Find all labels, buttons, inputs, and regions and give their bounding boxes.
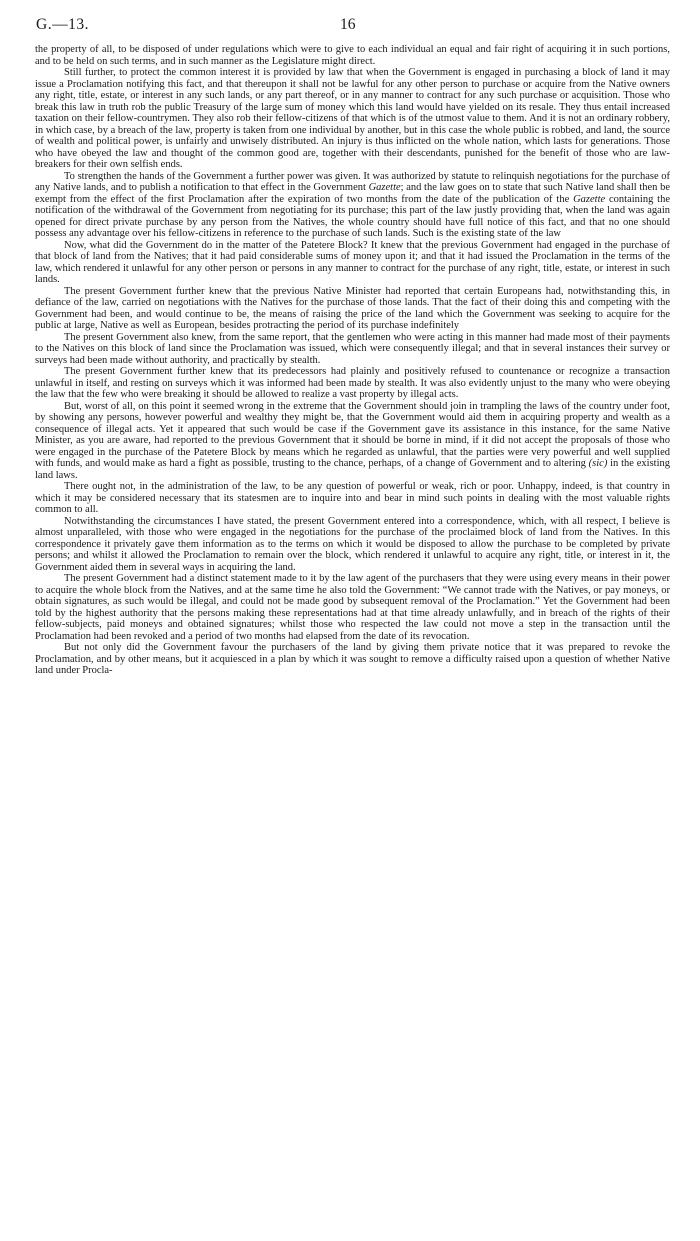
document-body <box>35 44 670 677</box>
page-number: 16 <box>340 16 356 33</box>
text-run: There ought not, in the administration of the law, to be any question of powerful or weak, rich or poor. Unhappy, indeed, is that country in which it may be considered necessary that its statesmen are to inquire into and bear in mind such points in dealing with the most valuable rights common to all. <box>35 481 670 515</box>
text-run: the property of all, to be disposed of under regulations which were to give to each individual an equal and fair right of acquiring it in such portions, and to be held on such terms, and in such manner as the Legislature might direct. <box>35 44 670 67</box>
paragraph <box>35 366 670 401</box>
text-run: ; and the law goes on to state that such Native land shall then be exempt from the effect of the first Proclamation after the expiration of two months from the date of the publication of the <box>35 182 670 205</box>
text-run: containing the notification of the withdrawal of the Government from negotiating for its purchase; this part of the law justly providing that, when the land was again opened for direct private purchase by any person from the Natives, the whole country should have full notice of this fact, and that no one should possess any advantage over his fellow-citizens in reference to the purchase of such lands. Such is the existing state of the law <box>35 193 670 239</box>
paragraph <box>35 481 670 516</box>
text-run: The present Government also knew, from the same report, that the gentlemen who were acting in this manner had made most of their payments to the Natives on this block of land since the Proclamation was issued, which were consequently illegal; and that in several instances their survey or surveys had been made without authority, and practically by stealth. <box>35 331 670 366</box>
italic-text: Gazette <box>368 182 401 193</box>
text-run: But, worst of all, on this point it seemed wrong in the extreme that the Government should join in trampling the laws of the country under foot, by showing any persons, however powerful and wealthy they might be, that the Government would aid them in acquiring property and wealth as a consequence of illegal acts. Yet it appeared that such would be case if the Government gave its assistance in this instance, for the same Native Minister, as you are aware, had reported to the previous Government that it should be borne in mind, if it did not accept the proposals of those who were engaged in the purchase of the Patetere Block by means which he regarded as unlawful, that the parties were very powerful and well supplied with funds, and would make as hard a fight as possible, trusting to the chance, perhaps, of a change of Government and to altering <box>35 400 670 469</box>
text-run: Notwithstanding the circumstances I have stated, the present Government entered into a correspondence, which, with all respect, I believe is almost unparalleled, with those who were engaged in the negotiations for the purchase of the proclaimed block of land from the Natives. In this correspondence it privately gave them information as to the terms on which it would be disposed to allow the purchase to be completed by private persons; and whilst it allowed the Proclamation to remain over the block, which rendered it unlawful to acquire any right, title, or interest in it, the Government aided them in several ways in acquiring the land. <box>35 515 670 573</box>
paragraph <box>35 44 670 67</box>
text-run: Now, what did the Government do in the matter of the Patetere Block? It knew that the previous Government had engaged in the purchase of that block of land from the Natives; that it had paid considerable sums of money upon it; and that it had issued the Proclamation in the terms of the law, which rendered it unlawful for any other person or persons in any manner to contract for the purchase of any right, title, estate, or interest in such lands. <box>35 239 670 285</box>
text-run: The present Government further knew that its predecessors had plainly and positively refused to countenance or recognize a transaction unlawful in itself, and resting on surveys which it was informed had been made by stealth. It was also evidently unjust to the many who were obeying the law that the few who were breaking it should be allowed to realize a vast property by illegal acts. <box>35 366 670 400</box>
text-run: The present Government further knew that the previous Native Minister had reported that certain Europeans had, notwithstanding this, in defiance of the law, carried on negotiations with the Natives for the purchase of those lands. That the fact of their doing this and competing with the Government had been, and would continue to be, the means of raising the price of the land which the Government was seeking to acquire for the public at large, Native as well as European, besides protracting the period of its purchase indefinitely <box>35 285 670 331</box>
italic-text: (sic) <box>588 458 608 469</box>
text-run: To strengthen the hands of the Government a further power was given. It was authorized by statute to relinquish negotiations for the purchase of any Native lands, and to publish a notification to that effect in the Government <box>35 170 670 193</box>
paragraph <box>35 240 670 286</box>
text-run: But not only did the Government favour the purchasers of the land by giving them private notice that it was prepared to revoke the Proclamation, and by other means, but it acquiesced in a plan by which it was sought to remove a difficulty raised upon a question of whether Native land under Procla- <box>35 642 670 676</box>
text-run: Still further, to protect the common interest it is provided by law that when the Government is engaged in purchasing a block of land it may issue a Proclamation notifying this fact, and that thereupon it shall not be lawful for any other person to purchase or acquire from the Native owners any right, title, estate, or interest in any such lands, or any part thereof, or in any manner to contract for any such purchase or acquisition. Those who break this law in truth rob the public Treasury of the large sum of money which this land would have yielded on its resale. They thus entail increased taxation on their fellow-countrymen. They also rob their fellow-citizens of that which is of the utmost value to them. And it is not an ordinary robbery, in which case, by a breach of the law, property is taken from one individual by another, but in this case the whole public is robbed, and land, the source of wealth and political power, is unfairly and unwisely distributed. An injury is thus inflicted on the whole nation, which lasts for generations. Those who have obeyed the law and thought of the common good are, together with their descendants, punished for the benefit of those who are law-breakers for their own selfish ends. <box>35 67 670 170</box>
paragraph <box>35 401 670 482</box>
paragraph <box>35 171 670 240</box>
paragraph <box>35 642 670 677</box>
paragraph <box>35 573 670 642</box>
text-run: The present Government had a distinct statement made to it by the law agent of the purchasers that they were using every means in their power to acquire the whole block from the Natives, and at the same time he also told the Government: “We cannot trade with the Natives, or pay moneys, or obtain signatures, as such would be illegal, and could not be made good by subsequent removal of the Proclamation.” Yet the Government had been told by the highest authority that the persons making these representations had at that time already unlawfully, and in breach of the rights of their fellow-subjects, paid moneys and obtained signatures; whilst those who respected the law could not move a step in the transaction until the Proclamation had been revoked and a period of two months had elapsed from the date of its revocation. <box>35 573 670 642</box>
italic-text: Gazette <box>573 193 606 205</box>
text-run: in the existing land laws. <box>35 458 670 481</box>
paragraph <box>35 67 670 171</box>
paragraph <box>35 332 670 367</box>
document-reference: G.—13. <box>36 16 89 33</box>
paragraph <box>35 286 670 332</box>
paragraph <box>35 516 670 574</box>
page-header <box>35 14 670 44</box>
